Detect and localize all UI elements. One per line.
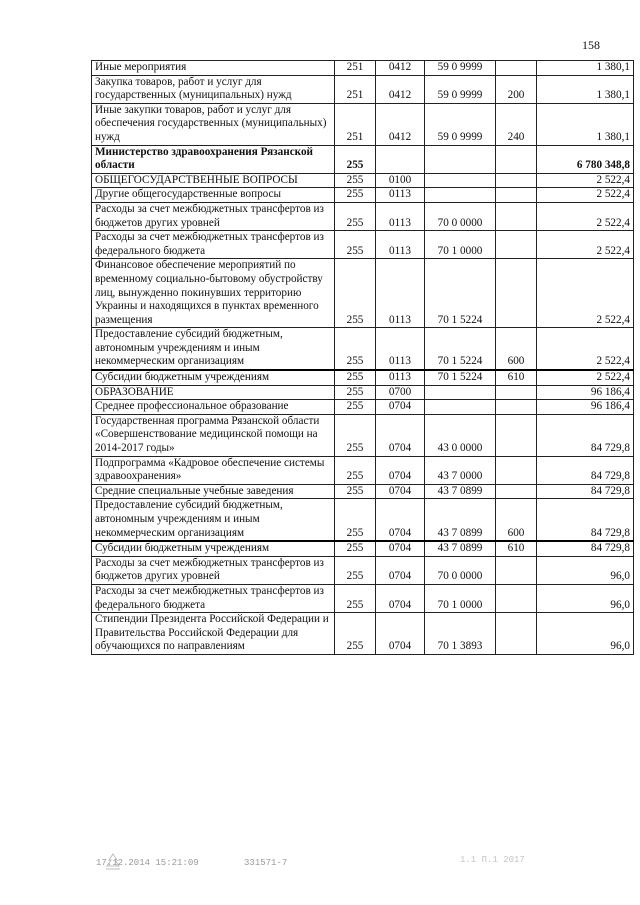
table-row (92, 173, 634, 188)
budget-table (91, 60, 634, 655)
row-name: Финансовое обеспечение мероприятий по временному социально-бытовому обустройству лиц, вынужденно покинувших территорию Украины и находящихся в пунктах временного размещения (92, 259, 335, 328)
row-sum: 84 729,8 (537, 414, 634, 456)
page-number: 158 (582, 38, 600, 52)
row-section-code: 0113 (376, 370, 425, 385)
row-article-code: 43 7 0899 (425, 541, 496, 556)
row-admin-code: 255 (335, 414, 376, 456)
row-admin-code: 255 (335, 400, 376, 415)
row-admin-code: 251 (335, 103, 376, 145)
row-expense-type (496, 414, 537, 456)
row-expense-type (496, 613, 537, 655)
row-article-code (425, 188, 496, 203)
row-sum: 6 780 348,8 (537, 145, 634, 173)
table-row (92, 613, 634, 655)
row-sum: 84 729,8 (537, 541, 634, 556)
row-article-code: 59 0 9999 (425, 103, 496, 145)
row-section-code: 0412 (376, 75, 425, 103)
row-section-code: 0113 (376, 202, 425, 230)
row-name: Другие общегосударственные вопросы (92, 188, 335, 203)
row-admin-code: 251 (335, 75, 376, 103)
row-admin-code: 255 (335, 202, 376, 230)
row-sum: 2 522,4 (537, 173, 634, 188)
row-article-code (425, 400, 496, 415)
row-sum: 96 186,4 (537, 400, 634, 415)
row-expense-type (496, 259, 537, 328)
row-admin-code: 255 (335, 188, 376, 203)
row-section-code: 0704 (376, 414, 425, 456)
row-expense-type (496, 145, 537, 173)
row-admin-code: 255 (335, 613, 376, 655)
row-admin-code: 255 (335, 173, 376, 188)
table-row (92, 370, 634, 385)
row-admin-code: 251 (335, 61, 376, 76)
row-section-code: 0704 (376, 499, 425, 541)
row-expense-type (496, 231, 537, 259)
row-name: Расходы за счет межбюджетных трансфертов из бюджетов других уровней (92, 556, 335, 584)
table-row (92, 541, 634, 556)
row-expense-type (496, 61, 537, 76)
row-sum: 84 729,8 (537, 484, 634, 499)
row-admin-code: 255 (335, 259, 376, 328)
row-article-code: 70 1 0000 (425, 584, 496, 612)
table-row (92, 145, 634, 173)
row-sum: 2 522,4 (537, 202, 634, 230)
table-row (92, 414, 634, 456)
row-name: Предоставление субсидий бюджетным, автономным учреждениям и иным некоммерческим организациям (92, 328, 335, 370)
row-name: Стипендии Президента Российской Федерации и Правительства Российской Федерации для обучающихся по направлениям (92, 613, 335, 655)
row-section-code: 0100 (376, 173, 425, 188)
row-section-code: 0412 (376, 103, 425, 145)
row-name: Иные мероприятия (92, 61, 335, 76)
row-section-code: 0704 (376, 556, 425, 584)
row-expense-type (496, 173, 537, 188)
table-row (92, 400, 634, 415)
row-sum: 96,0 (537, 584, 634, 612)
row-expense-type: 600 (496, 328, 537, 370)
row-name: Иные закупки товаров, работ и услуг для обеспечения государственных (муниципальных) нужд (92, 103, 335, 145)
row-sum: 96,0 (537, 556, 634, 584)
row-sum: 2 522,4 (537, 259, 634, 328)
row-admin-code: 255 (335, 370, 376, 385)
row-admin-code: 255 (335, 584, 376, 612)
row-expense-type: 600 (496, 499, 537, 541)
row-section-code: 0704 (376, 541, 425, 556)
row-section-code: 0113 (376, 328, 425, 370)
row-name: Субсидии бюджетным учреждениям (92, 541, 335, 556)
row-article-code: 43 7 0000 (425, 456, 496, 484)
row-section-code: 0704 (376, 613, 425, 655)
table-row (92, 61, 634, 76)
row-admin-code: 255 (335, 541, 376, 556)
table-row (92, 259, 634, 328)
row-admin-code: 255 (335, 556, 376, 584)
row-name: Субсидии бюджетным учреждениям (92, 370, 335, 385)
row-admin-code: 255 (335, 145, 376, 173)
row-name: Подпрограмма «Кадровое обеспечение системы здравоохранения» (92, 456, 335, 484)
row-name: Министерство здравоохранения Рязанской области (92, 145, 335, 173)
row-article-code (425, 145, 496, 173)
table-row (92, 456, 634, 484)
row-expense-type: 200 (496, 75, 537, 103)
row-admin-code: 255 (335, 499, 376, 541)
row-section-code: 0704 (376, 400, 425, 415)
table-row (92, 328, 634, 370)
row-expense-type (496, 484, 537, 499)
table-row (92, 499, 634, 541)
footer-doc-id: 331571-7 (244, 858, 288, 868)
table-row (92, 188, 634, 203)
row-sum: 2 522,4 (537, 231, 634, 259)
row-expense-type (496, 385, 537, 400)
budget-table-body (92, 61, 634, 655)
row-admin-code: 255 (335, 231, 376, 259)
row-expense-type: 610 (496, 370, 537, 385)
row-expense-type (496, 202, 537, 230)
row-sum: 1 380,1 (537, 75, 634, 103)
row-name: Закупка товаров, работ и услуг для государственных (муниципальных) нужд (92, 75, 335, 103)
table-row (92, 75, 634, 103)
row-name: Расходы за счет межбюджетных трансфертов из федерального бюджета (92, 584, 335, 612)
row-section-code (376, 145, 425, 173)
table-row (92, 385, 634, 400)
table-row (92, 202, 634, 230)
row-admin-code: 255 (335, 328, 376, 370)
row-article-code: 43 0 0000 (425, 414, 496, 456)
row-expense-type (496, 400, 537, 415)
row-section-code: 0113 (376, 259, 425, 328)
row-section-code: 0113 (376, 231, 425, 259)
row-article-code: 70 1 5224 (425, 259, 496, 328)
row-article-code: 59 0 9999 (425, 61, 496, 76)
row-article-code: 70 1 5224 (425, 370, 496, 385)
table-row (92, 556, 634, 584)
row-name: Расходы за счет межбюджетных трансфертов из федерального бюджета (92, 231, 335, 259)
row-article-code: 70 1 3893 (425, 613, 496, 655)
row-article-code: 43 7 0899 (425, 484, 496, 499)
row-article-code: 59 0 9999 (425, 75, 496, 103)
row-name: Среднее профессиональное образование (92, 400, 335, 415)
row-section-code: 0700 (376, 385, 425, 400)
row-expense-type: 240 (496, 103, 537, 145)
row-expense-type (496, 456, 537, 484)
row-article-code: 70 1 0000 (425, 231, 496, 259)
row-section-code: 0704 (376, 584, 425, 612)
row-sum: 96,0 (537, 613, 634, 655)
row-name: Средние специальные учебные заведения (92, 484, 335, 499)
row-expense-type: 610 (496, 541, 537, 556)
row-section-code: 0412 (376, 61, 425, 76)
row-sum: 84 729,8 (537, 499, 634, 541)
row-article-code: 70 1 5224 (425, 328, 496, 370)
row-sum: 2 522,4 (537, 328, 634, 370)
row-name: ОБРАЗОВАНИЕ (92, 385, 335, 400)
row-name: Государственная программа Рязанской области «Совершенствование медицинской помощи на 2014-2017 годы» (92, 414, 335, 456)
row-sum: 1 380,1 (537, 103, 634, 145)
table-row (92, 584, 634, 612)
footer-stamp: 1.1 П.1 2017 (460, 855, 525, 865)
row-section-code: 0704 (376, 456, 425, 484)
row-article-code (425, 385, 496, 400)
row-sum: 96 186,4 (537, 385, 634, 400)
row-expense-type (496, 188, 537, 203)
row-sum: 2 522,4 (537, 370, 634, 385)
row-name: Предоставление субсидий бюджетным, автономным учреждениям и иным некоммерческим организациям (92, 499, 335, 541)
footer (96, 858, 327, 868)
row-admin-code: 255 (335, 385, 376, 400)
footer-timestamp: 17.12.2014 15:21:09 (96, 858, 199, 868)
row-expense-type (496, 584, 537, 612)
row-sum: 2 522,4 (537, 188, 634, 203)
row-article-code: 43 7 0899 (425, 499, 496, 541)
row-article-code (425, 173, 496, 188)
table-row (92, 231, 634, 259)
row-admin-code: 255 (335, 456, 376, 484)
row-article-code: 70 0 0000 (425, 202, 496, 230)
row-sum: 84 729,8 (537, 456, 634, 484)
row-section-code: 0704 (376, 484, 425, 499)
row-expense-type (496, 556, 537, 584)
row-name: Расходы за счет межбюджетных трансфертов из бюджетов других уровней (92, 202, 335, 230)
table-row (92, 484, 634, 499)
row-article-code: 70 0 0000 (425, 556, 496, 584)
row-sum: 1 380,1 (537, 61, 634, 76)
row-admin-code: 255 (335, 484, 376, 499)
row-section-code: 0113 (376, 188, 425, 203)
row-name: ОБЩЕГОСУДАРСТВЕННЫЕ ВОПРОСЫ (92, 173, 335, 188)
table-row (92, 103, 634, 145)
